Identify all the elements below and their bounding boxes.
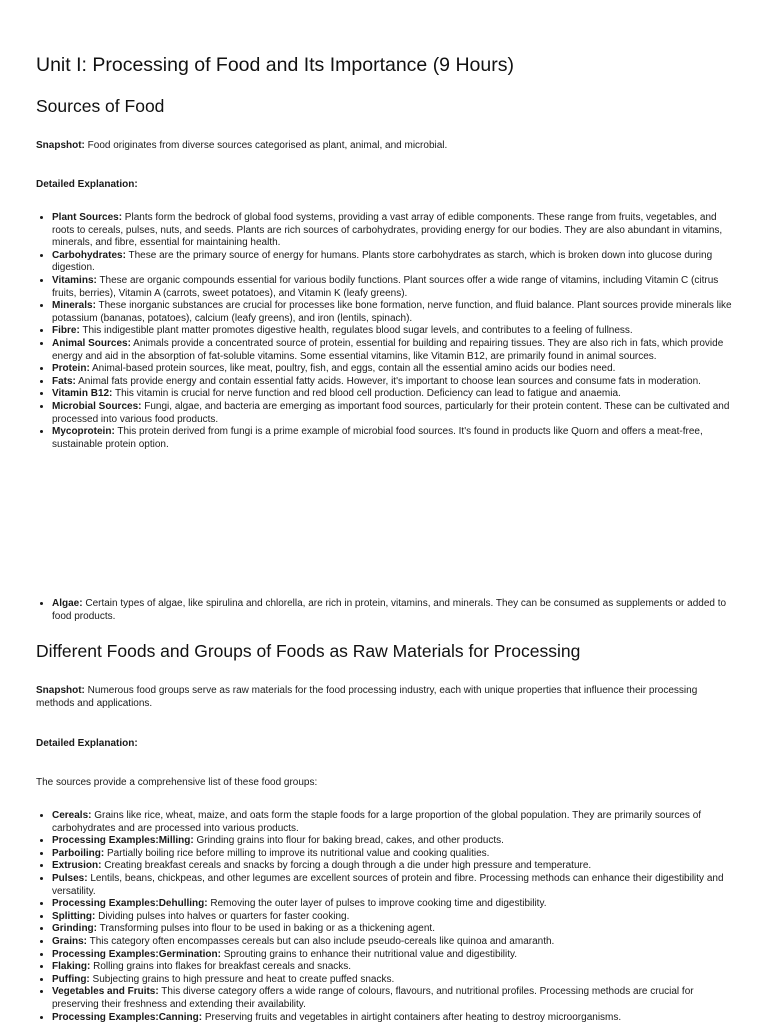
list-item [52, 911, 732, 924]
list-item-text: Certain types of algae, like spirulina and chlorella, are rich in protein, vitamins, and minerals. They can be consumed as supplements or added to food products. [52, 598, 727, 622]
list-item-text: Removing the outer layer of pulses to improve cooking time and digestibility. [207, 898, 547, 910]
list-item-label: Mycoprotein: [52, 426, 115, 438]
list-item-text: Plants form the bedrock of global food systems, providing a vast array of edible components. These range from fruits, vegetables, and roots to cereals, pulses, nuts, and seeds. Plants are rich sources of carbohydrates, providing energy for our bodies. They are also abundant in vitamins, minerals, and fibre, essential for maintaining health. [52, 212, 723, 249]
food-groups-intro: The sources provide a comprehensive list of these food groups: [36, 777, 318, 788]
list-item [52, 923, 732, 936]
list-item [52, 949, 732, 962]
list-item-text: This protein derived from fungi is a prime example of microbial food sources. It's found in products like Quorn and offers a meat-free, sustainable protein option. [52, 426, 703, 450]
list-item-label: Grinding: [52, 923, 97, 935]
list-item-label: Processing Examples:Canning: [52, 1011, 203, 1023]
list-item [52, 936, 732, 949]
snapshot-text: Food originates from diverse sources categorised as plant, animal, and microbial. [84, 140, 448, 151]
page-title: Unit I: Processing of Food and Its Importance (9 Hours) [36, 54, 514, 76]
list-item [52, 275, 732, 300]
snapshot-text-2: Numerous food groups serve as raw materials for the food processing industry, each with unique properties that influence their processing methods and applications. [36, 685, 698, 709]
list-item-text: Grains like rice, wheat, maize, and oats form the staple foods for a large proportion of the global population. They are primarily sources of carbohydrates and are processed into various products. [52, 810, 702, 834]
list-item-label: Processing Examples:Germination: [52, 948, 221, 960]
list-item-text: Fungi, algae, and bacteria are emerging as important food sources, particularly for their protein content. These can be cultivated and processed into various food products. [52, 400, 730, 425]
list-item-text: This vitamin is crucial for nerve function and red blood cell production. Deficiency can lead to fatigue and anaemia. [112, 388, 621, 400]
list-item-text: Subjecting grains to high pressure and heat to create puffed snacks. [89, 973, 395, 985]
list-item-label: Fats: [52, 375, 76, 387]
list-item-label: Flaking: [52, 961, 91, 973]
list-item [52, 300, 732, 325]
snapshot-label-2: Snapshot: [36, 685, 85, 696]
list-item [52, 810, 732, 835]
list-item-text: Rolling grains into flakes for breakfast cereals and snacks. [90, 961, 352, 973]
list-item [52, 325, 732, 338]
list-item [52, 835, 732, 848]
snapshot-paragraph [36, 139, 732, 152]
list-item-label: Pulses: [52, 872, 88, 884]
list-item-label: Fibre: [52, 325, 80, 337]
list-item-label: Plant Sources: [52, 212, 123, 223]
list-item [52, 860, 732, 873]
list-item [52, 250, 732, 275]
list-item [52, 986, 732, 1011]
section-heading-raw-materials: Different Foods and Groups of Foods as Raw Materials for Processing [36, 641, 581, 661]
list-item [52, 961, 732, 974]
list-item-label: Splitting: [52, 910, 96, 922]
list-item [52, 363, 732, 376]
list-item-text: These are organic compounds essential for various bodily functions. Plant sources offer a wide range of vitamins, including Vitamin C (citrus fruits, berries), Vitamin A (carrots, sweet potatoes), and Vitamin K (leafy greens). [52, 274, 719, 299]
list-item-text: These are the primary source of energy for humans. Plants store carbohydrates as starch, which is broken down into glucose during digestion. [52, 249, 713, 274]
list-item-label: Puffing: [52, 973, 90, 985]
list-item-label: Minerals: [52, 300, 96, 312]
list-item-label: Algae: [52, 598, 83, 609]
list-item [52, 376, 732, 389]
list-item-label: Cereals: [52, 810, 92, 821]
list-item-label: Protein: [52, 363, 90, 375]
list-item [52, 848, 732, 861]
detailed-explanation-label: Detailed Explanation: [36, 179, 138, 190]
list-item-text: This diverse category offers a wide range of colours, flavours, and nutritional profiles. Processing methods are crucial for preserving their freshness and extending their availability. [52, 986, 694, 1010]
sources-list-continued [36, 598, 732, 623]
list-item-text: Transforming pulses into flour to be used in baking or as a thickening agent. [97, 923, 435, 935]
list-item-label: Microbial Sources: [52, 400, 142, 412]
list-item-label: Extrusion: [52, 860, 102, 872]
list-item-label: Grains: [52, 935, 88, 947]
list-item-label: Animal Sources: [52, 337, 131, 349]
list-item [52, 873, 732, 898]
list-item-label: Carbohydrates: [52, 249, 126, 261]
list-item-text: Partially boiling rice before milling to improve its nutritional value and cooking qualities. [104, 847, 490, 859]
snapshot-paragraph-2 [36, 684, 732, 710]
list-item-text: Grinding grains into flour for baking bread, cakes, and other products. [193, 835, 504, 847]
list-item-text: Animal-based protein sources, like meat, poultry, fish, and eggs, contain all the essential amino acids our bodies need. [89, 363, 616, 375]
list-item-text: Sprouting grains to enhance their nutritional value and digestibility. [220, 948, 518, 960]
list-item-text: This category often encompasses cereals but can also include pseudo-cereals like quinoa and amaranth. [87, 935, 555, 947]
list-item-label: Processing Examples:Dehulling: [52, 898, 208, 910]
sources-list [36, 212, 732, 451]
list-item-label: Vitamin B12: [52, 388, 113, 400]
list-item [52, 898, 732, 911]
list-item-text: Preserving fruits and vegetables in airtight containers after heating to destroy microorganisms. [202, 1011, 622, 1023]
list-item-label: Vitamins: [52, 274, 97, 286]
detailed-explanation-label-2: Detailed Explanation: [36, 738, 138, 749]
list-item-label: Processing Examples:Milling: [52, 835, 194, 847]
section-heading-sources-of-food: Sources of Food [36, 96, 165, 116]
list-item-text: Animal fats provide energy and contain essential fatty acids. However, it's important to choose lean sources and consume fats in moderation. [75, 375, 701, 387]
list-item [52, 401, 732, 426]
list-item [52, 1012, 732, 1024]
list-item [52, 974, 732, 987]
list-item-label: Parboiling: [52, 847, 105, 859]
list-item-label: Vegetables and Fruits: [52, 986, 159, 998]
list-item [52, 426, 732, 451]
list-item-text: Creating breakfast cereals and snacks by forcing a dough through a die under high pressure and temperature. [101, 860, 592, 872]
list-item-text: Dividing pulses into halves or quarters for faster cooking. [95, 910, 350, 922]
list-item-text: This indigestible plant matter promotes digestive health, regulates blood sugar levels, and contributes to a feeling of fullness. [79, 325, 633, 337]
list-item-text: Lentils, beans, chickpeas, and other legumes are excellent sources of protein and fibre. Processing methods can enhance their digestibility and versatility. [52, 872, 724, 897]
food-groups-list [36, 810, 732, 1024]
list-item [52, 598, 732, 623]
list-item-text: Animals provide a concentrated source of protein, essential for building and repairing tissues. They are also rich in fats, which provide energy and aid in the absorption of fat-soluble vitamins. Some essential vitamins, like Vitamin B12, are primarily found in animal sources. [52, 337, 724, 362]
snapshot-label: Snapshot: [36, 140, 85, 151]
list-item [52, 388, 732, 401]
list-item-text: These inorganic substances are crucial for processes like bone formation, nerve function, and fluid balance. Plant sources provide minerals like potassium (bananas, potatoes), calcium (leafy greens), and iron (lentils, spinach). [52, 300, 732, 324]
list-item [52, 338, 732, 363]
list-item [52, 212, 732, 250]
